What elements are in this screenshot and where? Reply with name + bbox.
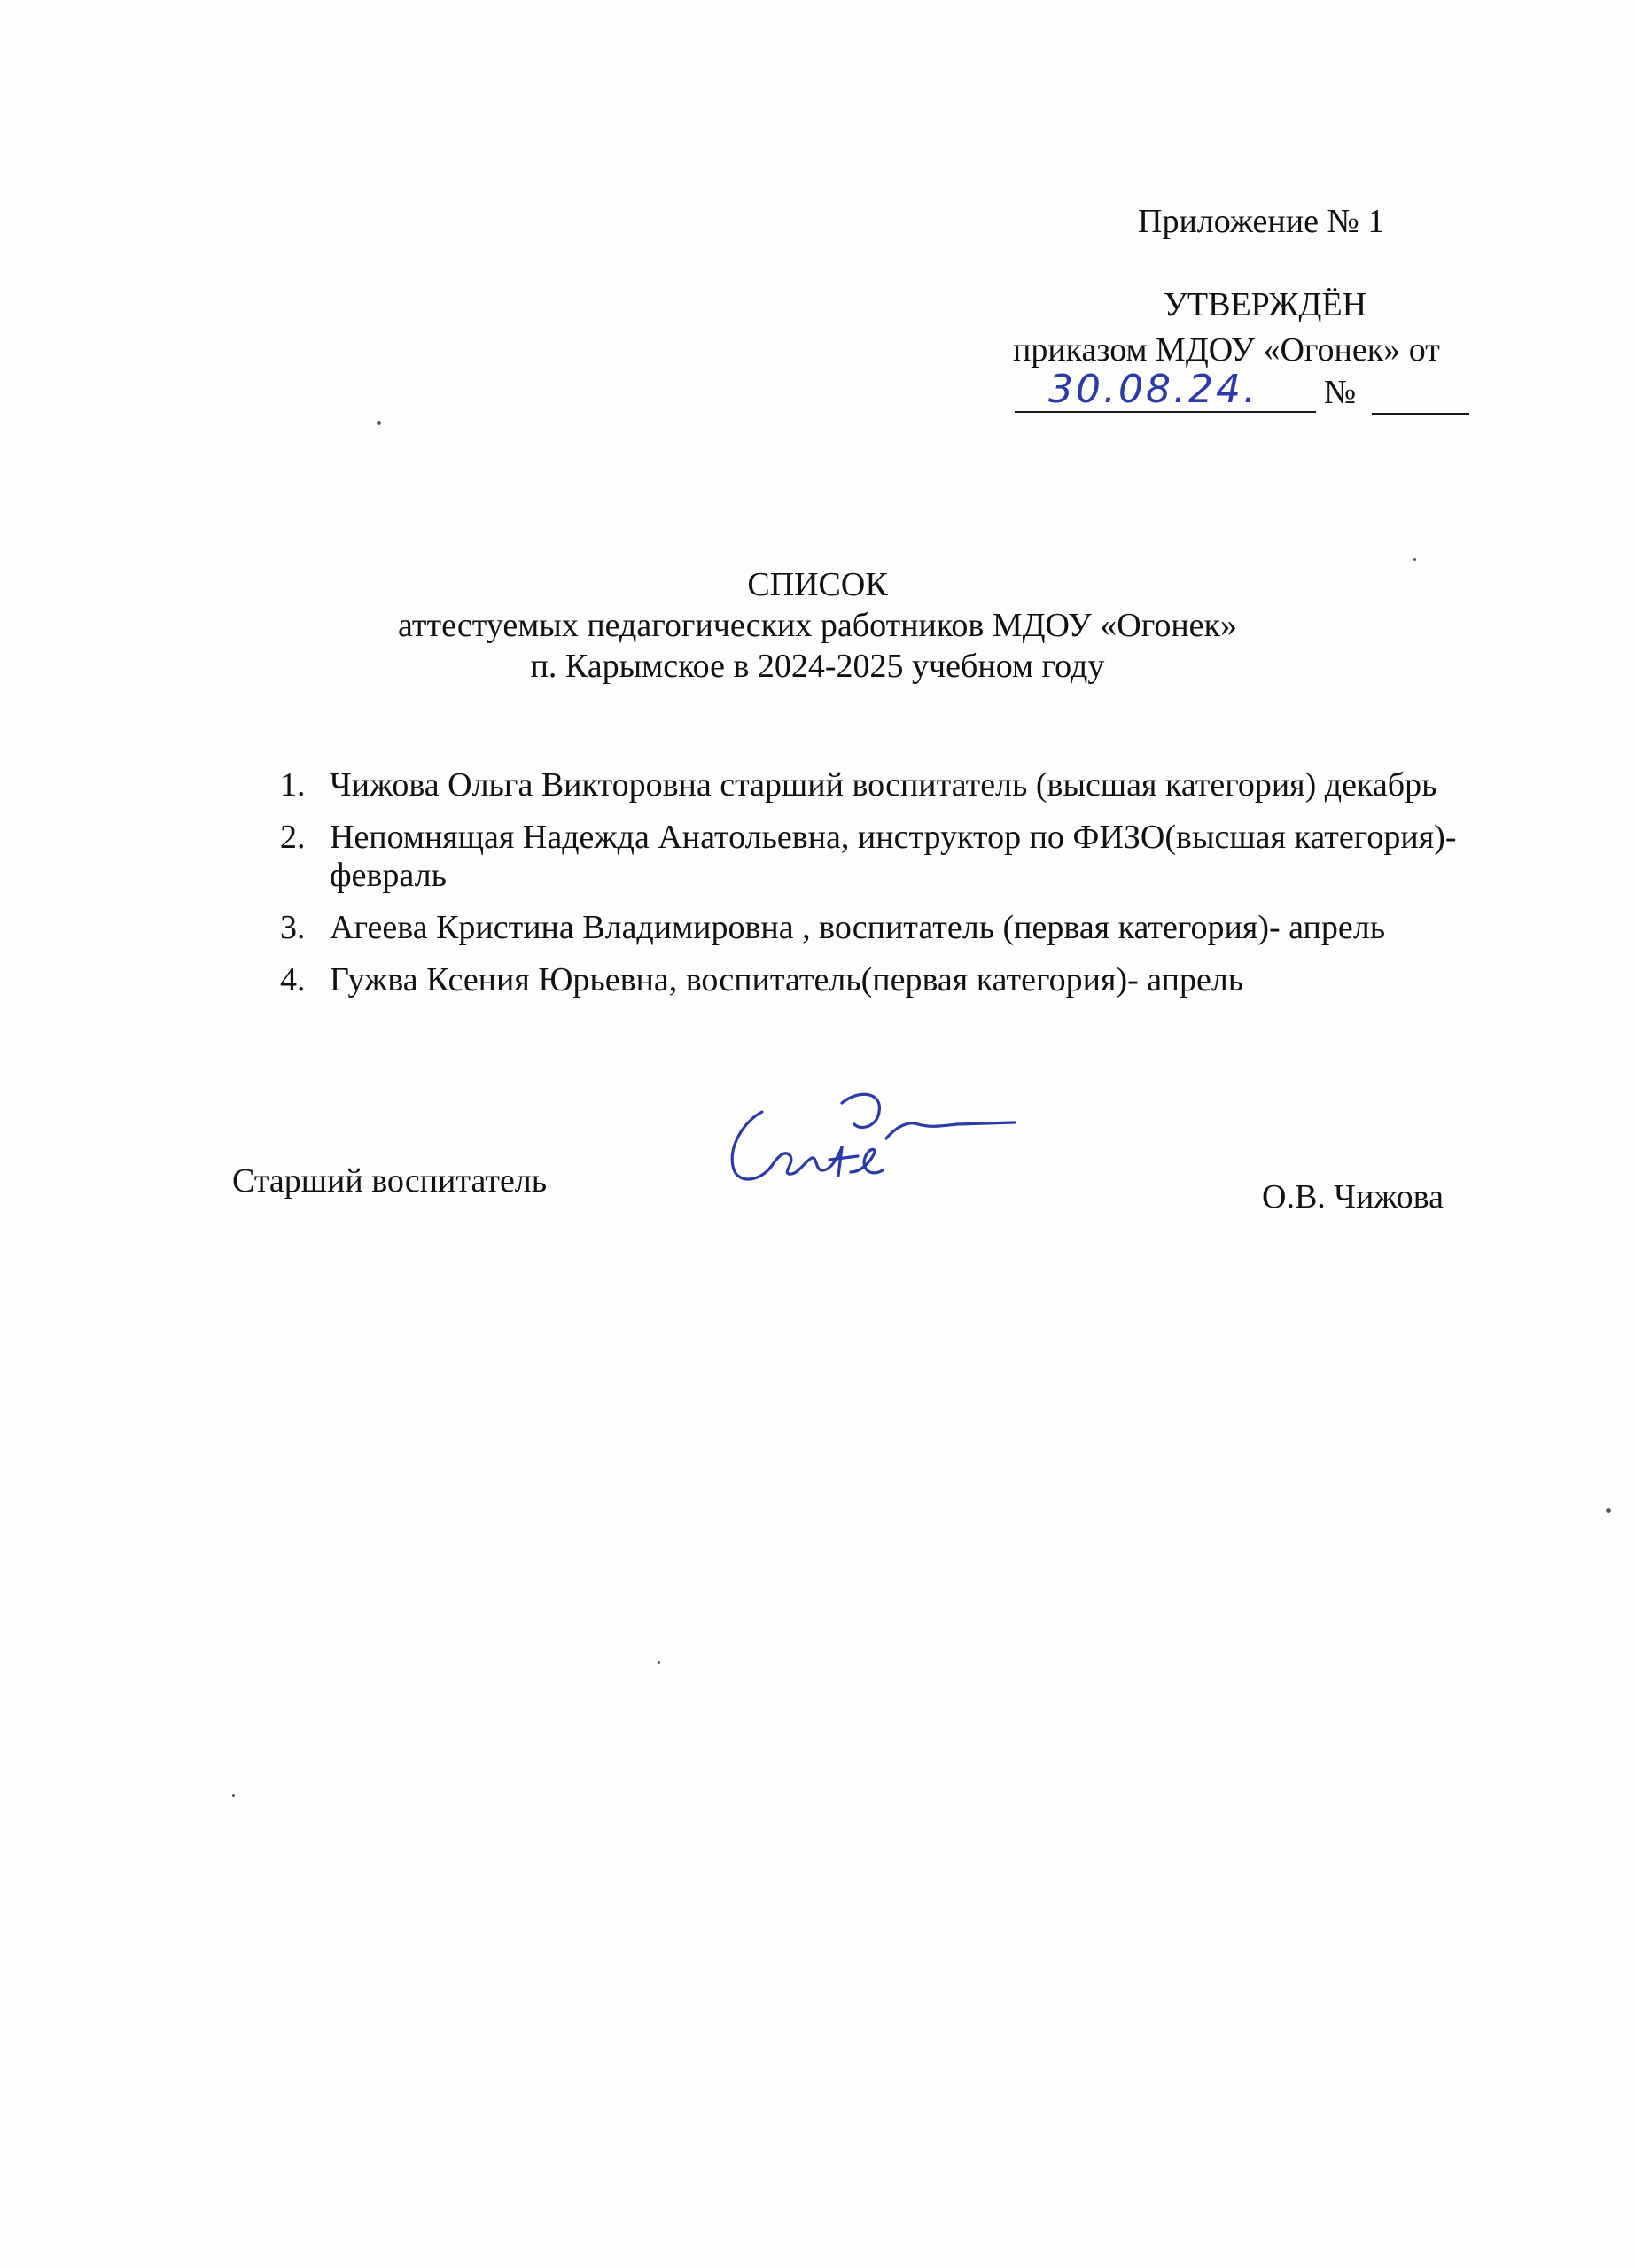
appendix-label: Приложение № 1	[1138, 203, 1385, 240]
list-item	[280, 909, 1521, 947]
list-item-number: 3.	[280, 909, 306, 946]
signer-role: Старший воспитатель	[232, 1162, 548, 1200]
scan-speck	[658, 1661, 660, 1664]
list-item-text: Чижова Ольга Викторовна старший воспитатель (высшая категория) декабрь	[330, 766, 1437, 804]
scan-speck	[232, 1794, 235, 1797]
signer-name: О.В. Чижова	[1262, 1178, 1444, 1216]
handwritten-signature	[709, 1085, 1019, 1200]
staff-list	[280, 766, 1521, 1014]
scan-speck	[1413, 558, 1416, 561]
title-line-3: п. Карымское в 2024-2025 учебном году	[530, 648, 1105, 685]
list-item-number: 4.	[280, 961, 306, 998]
list-item-text: Гужва Ксения Юрьевна, воспитатель(первая категория)- апрель	[330, 961, 1244, 998]
list-item-number: 2.	[280, 819, 306, 856]
list-item-text: Непомнящая Надежда Анатольевна, инструктор по ФИЗО(высшая категория)- февраль	[330, 819, 1457, 894]
approval-date-field	[1015, 367, 1316, 415]
list-item-number: 1.	[280, 766, 306, 804]
list-item	[280, 819, 1521, 895]
list-item	[280, 961, 1521, 999]
scan-speck	[377, 421, 381, 425]
title-line-1: СПИСОК	[747, 566, 888, 603]
handwritten-date: 30.08.24.	[1048, 367, 1258, 412]
scan-speck	[1606, 1508, 1611, 1513]
list-item-text: Агеева Кристина Владимировна , воспитатель (первая категория)- апрель	[330, 909, 1386, 946]
order-number-label: №	[1324, 374, 1357, 411]
order-number-blank	[1372, 413, 1469, 415]
document-title	[0, 564, 1635, 687]
list-item	[280, 766, 1521, 804]
title-line-2: аттестуемых педагогических работников МДОУ «Огонек»	[398, 607, 1237, 644]
order-line: приказом МДОУ «Огонек» от	[1013, 331, 1440, 369]
approved-label: УТВЕРЖДЁН	[1164, 286, 1367, 323]
